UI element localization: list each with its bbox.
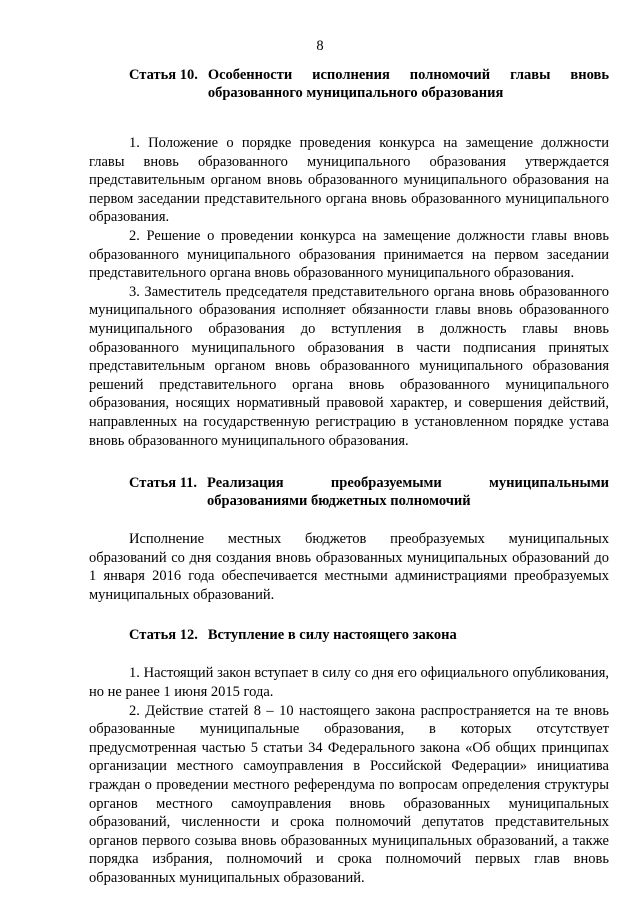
- article-heading: [89, 626, 609, 644]
- article-heading: [89, 474, 609, 510]
- paragraph: 1. Положение о порядке проведения конкурса на замещение должности главы вновь образованного муниципального образования утверждается представительным органом вновь образованного муниципального образования на первом заседании представительного органа вновь образованного муниципального образования.: [89, 135, 609, 226]
- page-number: 8: [316, 38, 324, 54]
- article-title: Реализация преобразуемыми муниципальными образованиями бюджетных полномочий: [207, 475, 609, 510]
- article-title: Особенности исполнения полномочий главы вновь образованного муниципального образования: [207, 67, 609, 101]
- article-title: Вступление в силу настоящего закона: [207, 627, 457, 644]
- article-12: [89, 626, 609, 887]
- document-body: [89, 66, 609, 888]
- paragraph: 1. Настоящий закон вступает в силу со дня его официального опубликования, но не ранее 1 июня 2015 года.: [89, 665, 609, 701]
- article-label: Статья 12.: [129, 627, 198, 644]
- paragraph: Исполнение местных бюджетов преобразуемых муниципальных образований со дня создания вновь образованных муниципальных образований до 1 января 2016 года обеспечивается местными администрациями преобразуемых муниципальных образований.: [89, 531, 609, 603]
- paragraph: 3. Заместитель председателя представительного органа вновь образованного муниципального образования исполняет обязанности главы вновь образованного муниципального образования до вступления в должность главы вновь образованного муниципального образования в части подписания принятых представительным органом вновь образованного муниципального образования решений представительного органа вновь образованного муниципального образования, носящих нормативный правовой характер, и совершения действий, направленных на государственную регистрацию в установленном порядке устава вновь образованного муниципального образования.: [89, 283, 609, 449]
- article-label: Статья 10.: [129, 67, 198, 83]
- paragraph: 2. Действие статей 8 – 10 настоящего закона распространяется на те вновь образованные муниципальные образования, в которых отсутствует предусмотренная частью 5 статьи 34 Федерального закона «Об общих принципах организации местного самоуправления в Российской Федерации» инициатива граждан о проведении местного референдума по вопросам определения структуры органов местного самоуправления вновь образованных муниципальных образований, численности и срока полномочий депутатов представительных органов первого созыва вновь образованных муниципальных образований, а также порядка избрания, полномочий и срока полномочий первых глав вновь образованных муниципальных образований.: [89, 702, 609, 886]
- article-11: [89, 474, 609, 604]
- paragraph: 2. Решение о проведении конкурса на замещение должности главы вновь образованного муниципального образования принимается на первом заседании представительного органа вновь образованного муниципального образования.: [89, 227, 609, 282]
- article-heading: [89, 66, 609, 102]
- article-10: [89, 66, 609, 450]
- article-label: Статья 11.: [129, 475, 198, 492]
